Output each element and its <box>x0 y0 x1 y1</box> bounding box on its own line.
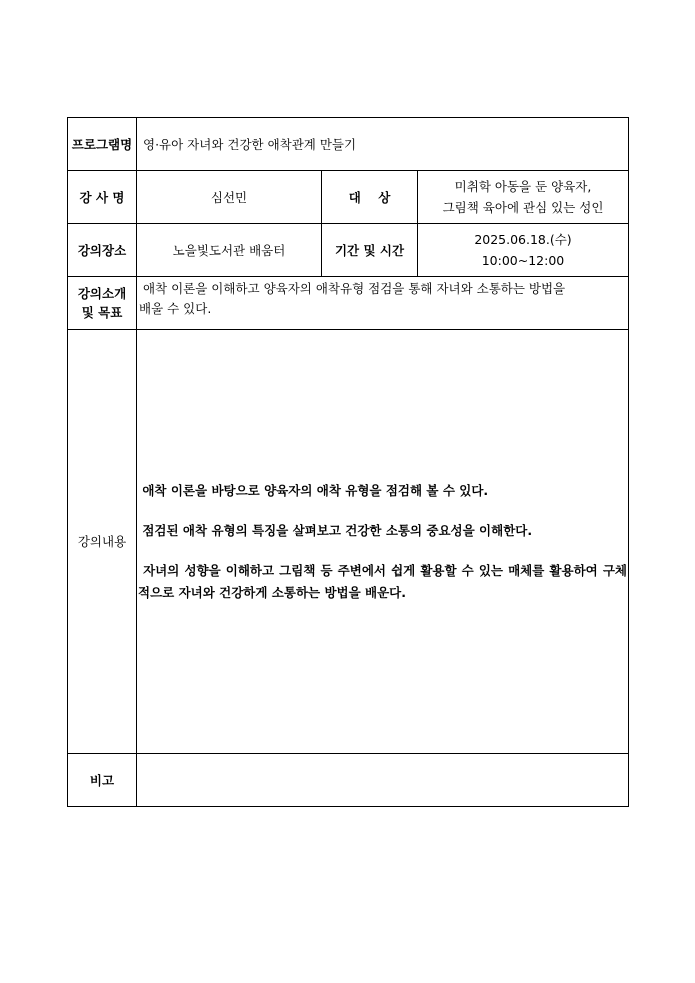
instructor-name: 심선민 <box>137 171 322 224</box>
content-row <box>68 330 629 754</box>
program-name: 영·유아 자녀와 건강한 애착관계 만들기 <box>137 118 629 171</box>
venue-row <box>68 224 629 277</box>
content-list <box>137 480 628 604</box>
intro-label-line-2: 및 목표 <box>81 305 123 320</box>
target-value <box>418 171 629 224</box>
content-item-2: 점검된 애착 유형의 특징을 살펴보고 건강한 소통의 중요성을 이해한다. <box>138 522 533 538</box>
period-value <box>418 224 629 277</box>
intro-label <box>68 277 137 330</box>
intro-label-line-1: 강의소개 <box>77 286 127 301</box>
program-row <box>68 118 629 171</box>
remarks-row <box>68 754 629 807</box>
program-label: 프로그램명 <box>68 118 137 171</box>
intro-line-1: 애착 이론을 이해하고 양육자의 애착유형 점검을 통해 자녀와 소통하는 방법을 <box>139 281 566 296</box>
period-date: 2025.06.18.(수) <box>474 232 572 247</box>
content-item-1: 애착 이론을 바탕으로 양육자의 애착 유형을 점검해 볼 수 있다. <box>138 482 489 498</box>
instructor-label: 강 사 명 <box>68 171 137 224</box>
period-label: 기간 및 시간 <box>322 224 418 277</box>
venue-name: 노을빛도서관 배움터 <box>137 224 322 277</box>
intro-row <box>68 277 629 330</box>
remarks-value <box>137 754 629 807</box>
lecture-plan-form <box>67 117 628 808</box>
remarks-label: 비고 <box>68 754 137 807</box>
target-line-2: 그림책 육아에 관심 있는 성인 <box>442 200 604 215</box>
period-time: 10:00~12:00 <box>481 253 565 268</box>
content-label: 강의내용 <box>68 330 137 754</box>
intro-text <box>137 277 629 330</box>
instructor-row <box>68 171 629 224</box>
target-line-1: 미취학 아동을 둔 양육자, <box>454 179 592 194</box>
lecture-info-table <box>67 117 629 807</box>
content-item-3: 자녀의 성향을 이해하고 그림책 등 주변에서 쉽게 활용할 수 있는 매체를 활용하여 구체적으로 자녀와 건강하게 소통하는 방법을 배운다. <box>138 562 627 600</box>
content-body <box>137 330 629 754</box>
target-label: 대 상 <box>322 171 418 224</box>
venue-label: 강의장소 <box>68 224 137 277</box>
intro-line-2: 배울 수 있다. <box>139 301 212 316</box>
